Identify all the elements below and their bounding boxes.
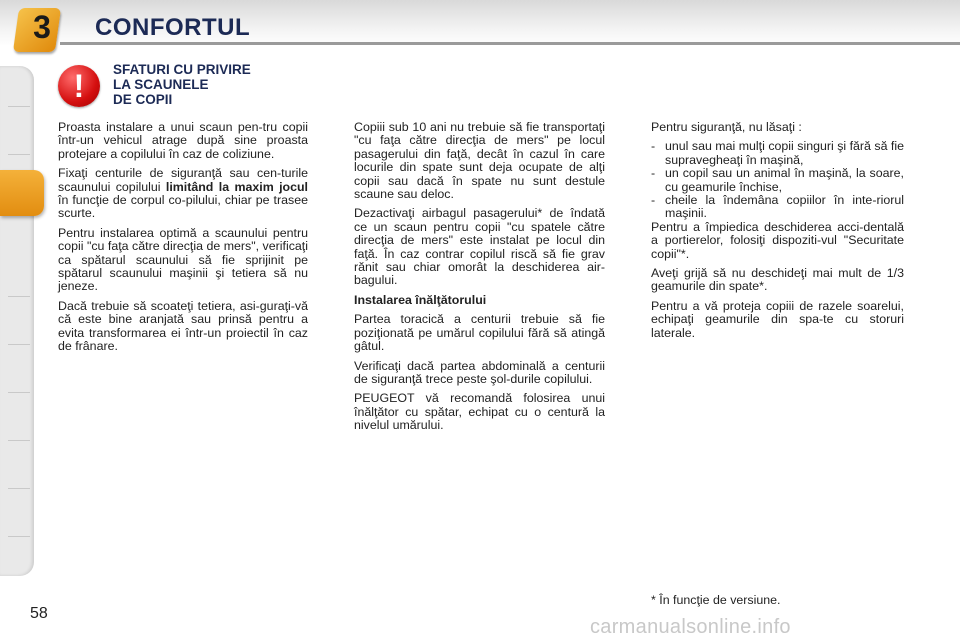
paragraph: PEUGEOT vă recomandă folosirea unui înălţător cu spătar, echipat cu o centură la nivelul umărului. <box>354 391 605 433</box>
tab-divider <box>8 440 30 441</box>
middle-column <box>354 121 605 439</box>
paragraph: Dacă trebuie să scoateţi tetiera, asi-guraţi-vă că este bine aranjată sau prinsă pentru a evita transformarea ei într-un proiectil în caz de frânare. <box>58 298 308 354</box>
tab-divider <box>8 154 30 155</box>
tab-divider <box>8 536 30 537</box>
bullet-dash: - <box>651 166 656 181</box>
tab-divider <box>8 344 30 345</box>
list-item <box>651 140 904 167</box>
paragraph: Pentru siguranţă, nu lăsaţi : <box>651 120 802 134</box>
list-item <box>651 167 904 194</box>
paragraph: Aveţi grijă să nu deschideţi mai mult de 1/3 geamurile din spate*. <box>651 266 904 294</box>
right-column <box>651 121 904 346</box>
tab-divider <box>8 392 30 393</box>
list-item <box>651 194 904 221</box>
paragraph: Copiii sub 10 ani nu trebuie să fie transportaţi "cu faţa către direcţia de mers" pe locul pasagerului din faţă, decât în cazul în care locurile din spate sunt deja ocupate de alţi copii sau dacă în spate nu sunt destule scaune sau deloc. <box>354 120 605 202</box>
warning-glyph: ! <box>73 68 85 104</box>
warning-title-line: SFATURI CU PRIVIRE <box>113 62 251 77</box>
tab-divider <box>8 296 30 297</box>
watermark: carmanualsonline.info <box>590 616 791 638</box>
active-chapter-tab[interactable] <box>0 170 44 216</box>
warning-title-line: DE COPII <box>113 92 173 107</box>
paragraph: Dezactivaţi airbagul pasagerului* de îndată ce un scaun pentru copii "cu spatele către direcţia de mers" este instalat pe locul din faţă. În caz contrar copilul riscă să fie grav rănit sau chiar omorât la deschiderea air-bagului. <box>354 206 605 288</box>
paragraph: Proasta instalare a unui scaun pen-tru copii într-un vehicul atrage după sine proasta protejare a copilului în caz de coliziune. <box>58 120 308 161</box>
text-run: Fixaţi centurile de siguranţă sau cen-turile scaunului copilului <box>58 166 308 194</box>
left-column <box>58 121 308 360</box>
warning-title <box>113 62 333 107</box>
footnote: * În funcţie de versiune. <box>651 593 781 607</box>
chapter-title: CONFORTUL <box>95 14 251 41</box>
warning-title-line: LA SCAUNELE <box>113 77 209 92</box>
list-item-text: un copil sau un animal în maşină, la soare, cu geamurile închise, <box>665 166 904 194</box>
tab-divider <box>8 106 30 107</box>
side-tab-strip <box>0 66 34 576</box>
paragraph: Pentru a vă proteja copiii de razele soarelui, echipaţi geamurile din spa-te cu storuri laterale. <box>651 298 904 340</box>
paragraph: Partea toracică a centurii trebuie să fie poziţionată pe umărul copilului fără să atingă gâtul. <box>354 312 605 354</box>
page-number: 58 <box>30 605 48 622</box>
paragraph: Pentru a împiedica deschiderea acci-dentală a portierelor, folosiţi dispoziti-vul "Securitate copii"*. <box>651 219 904 261</box>
chapter-number: 3 <box>33 9 51 45</box>
paragraph <box>58 167 308 221</box>
paragraph: Verificaţi dacă partea abdominală a centurii de siguranţă trece peste şol-durile copilului. <box>354 358 605 386</box>
bullet-dash: - <box>651 139 656 154</box>
text-run: în funcţie de corpul co-pilului, chiar pe trasee scurte. <box>58 193 308 221</box>
list-item-text: cheile la îndemâna copiilor în inte-riorul maşinii. <box>665 193 904 221</box>
tab-divider <box>8 488 30 489</box>
header-rule <box>60 42 960 45</box>
section-subheading: Instalarea înălţătorului <box>354 292 487 307</box>
exclamation-warning-icon <box>58 65 100 107</box>
bullet-dash: - <box>651 193 656 208</box>
bold-text: limitând la maxim jocul <box>165 179 308 194</box>
list-item-text: unul sau mai mulţi copii singuri şi fără să fie supravegheaţi în maşină, <box>665 139 904 167</box>
paragraph: Pentru instalarea optimă a scaunului pentru copii "cu faţa către direcţia de mers", verificaţi ca spătarul scaunului să fie sprijinit pe spătarul scaunului maşinii şi tetiera să nu jeneze. <box>58 225 308 294</box>
